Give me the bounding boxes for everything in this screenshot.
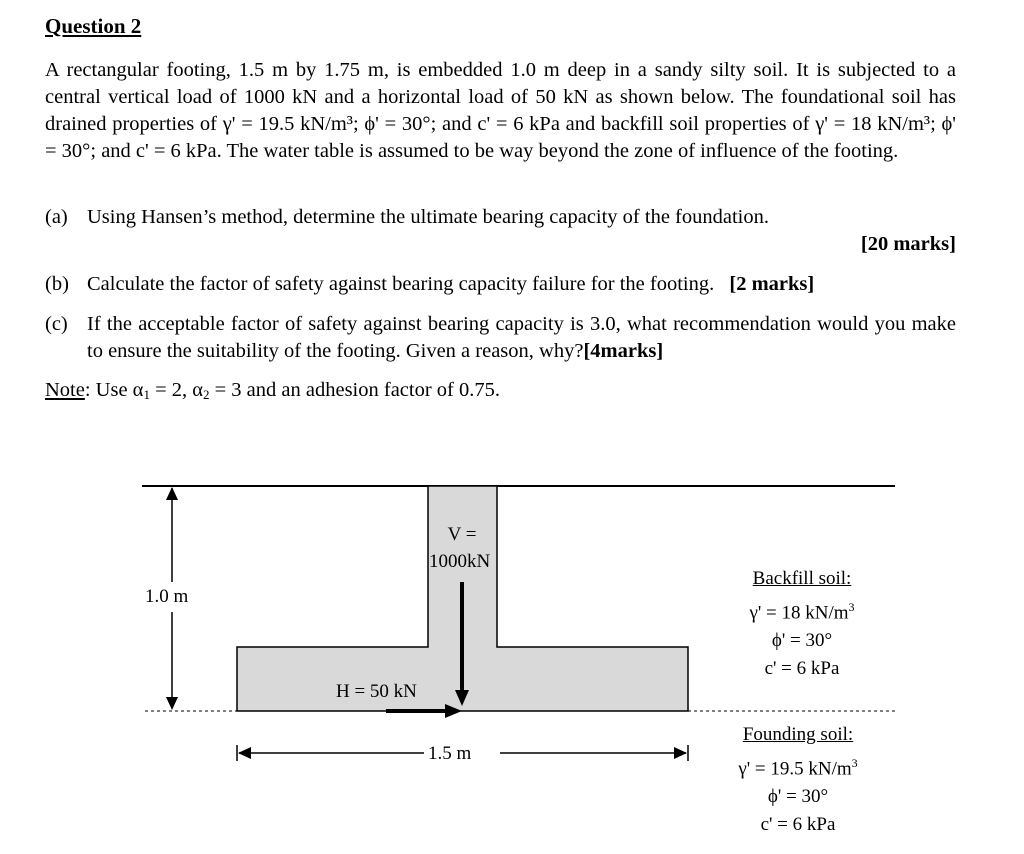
note-prefix: : Use α (84, 379, 144, 401)
question-heading: Question 2 (45, 14, 142, 38)
part-a-text: Using Hansen’s method, determine the ultimate bearing capacity of the foundation. (87, 206, 769, 228)
part-b-marks: [2 marks] (729, 273, 815, 295)
depth-arrow-top (166, 487, 178, 500)
question-intro: A rectangular footing, 1.5 m by 1.75 m, is embedded 1.0 m deep in a sandy silty soil. It is subjected to a central vertical load of 1000 kN and a horizontal load of 50 kN as shown below. The foundational soil has drained properties of γ' = 19.5 kN/m³; ϕ' = 30°; and c' = 6 kPa and backfill soil properties of γ' = 18 kN/m³; ϕ' = 30°; and c' = 6 kPa. The water table is assumed to be way beyond the zone of influence of the footing. (45, 59, 956, 162)
backfill-properties (712, 565, 892, 683)
founding-phi: ϕ' = 30° (767, 786, 829, 808)
part-c-text: If the acceptable factor of safety against bearing capacity is 3.0, what recommendation would you make to ensure the suitability of the footing. Given a reason, why? (87, 313, 956, 362)
part-b-label: (b) (45, 273, 69, 295)
width-label: 1.5 m (428, 743, 472, 764)
vertical-load-label-1: V = (447, 524, 477, 545)
founding-gamma: γ' = 19.5 $kN/m^3$ (738, 756, 858, 780)
backfill-title: Backfill soil: (752, 568, 852, 589)
width-arrow-right (674, 747, 687, 759)
note-mid: = 2, α (149, 379, 203, 401)
vertical-load-label-2: 1000kN (429, 551, 491, 572)
depth-label: 1.0 m (145, 586, 189, 607)
founding-title: Founding soil: (742, 724, 854, 745)
note-sub1: 1 (143, 387, 150, 402)
backfill-c: c' = 6 kPa (764, 658, 840, 680)
horizontal-load-label: H = 50 kN (336, 681, 417, 702)
backfill-gamma: γ' = 18 $kN/m^3$ (749, 600, 855, 624)
note-sub2: 2 (203, 387, 210, 402)
part-a-marks: [20 marks] (860, 233, 956, 255)
backfill-phi: ϕ' = 30° (771, 630, 833, 652)
depth-arrow-bottom (166, 697, 178, 710)
note-label: Note (45, 379, 85, 401)
part-c-marks: [4marks] (583, 340, 664, 362)
part-a-label: (a) (45, 206, 68, 228)
part-c-label: (c) (45, 313, 68, 335)
founding-c: c' = 6 kPa (760, 814, 836, 836)
note-suffix: = 3 and an adhesion factor of 0.75. (209, 379, 501, 401)
width-arrow-left (238, 747, 251, 759)
part-b-text: Calculate the factor of safety against bearing capacity failure for the footing. (87, 273, 715, 295)
founding-properties (703, 721, 893, 839)
